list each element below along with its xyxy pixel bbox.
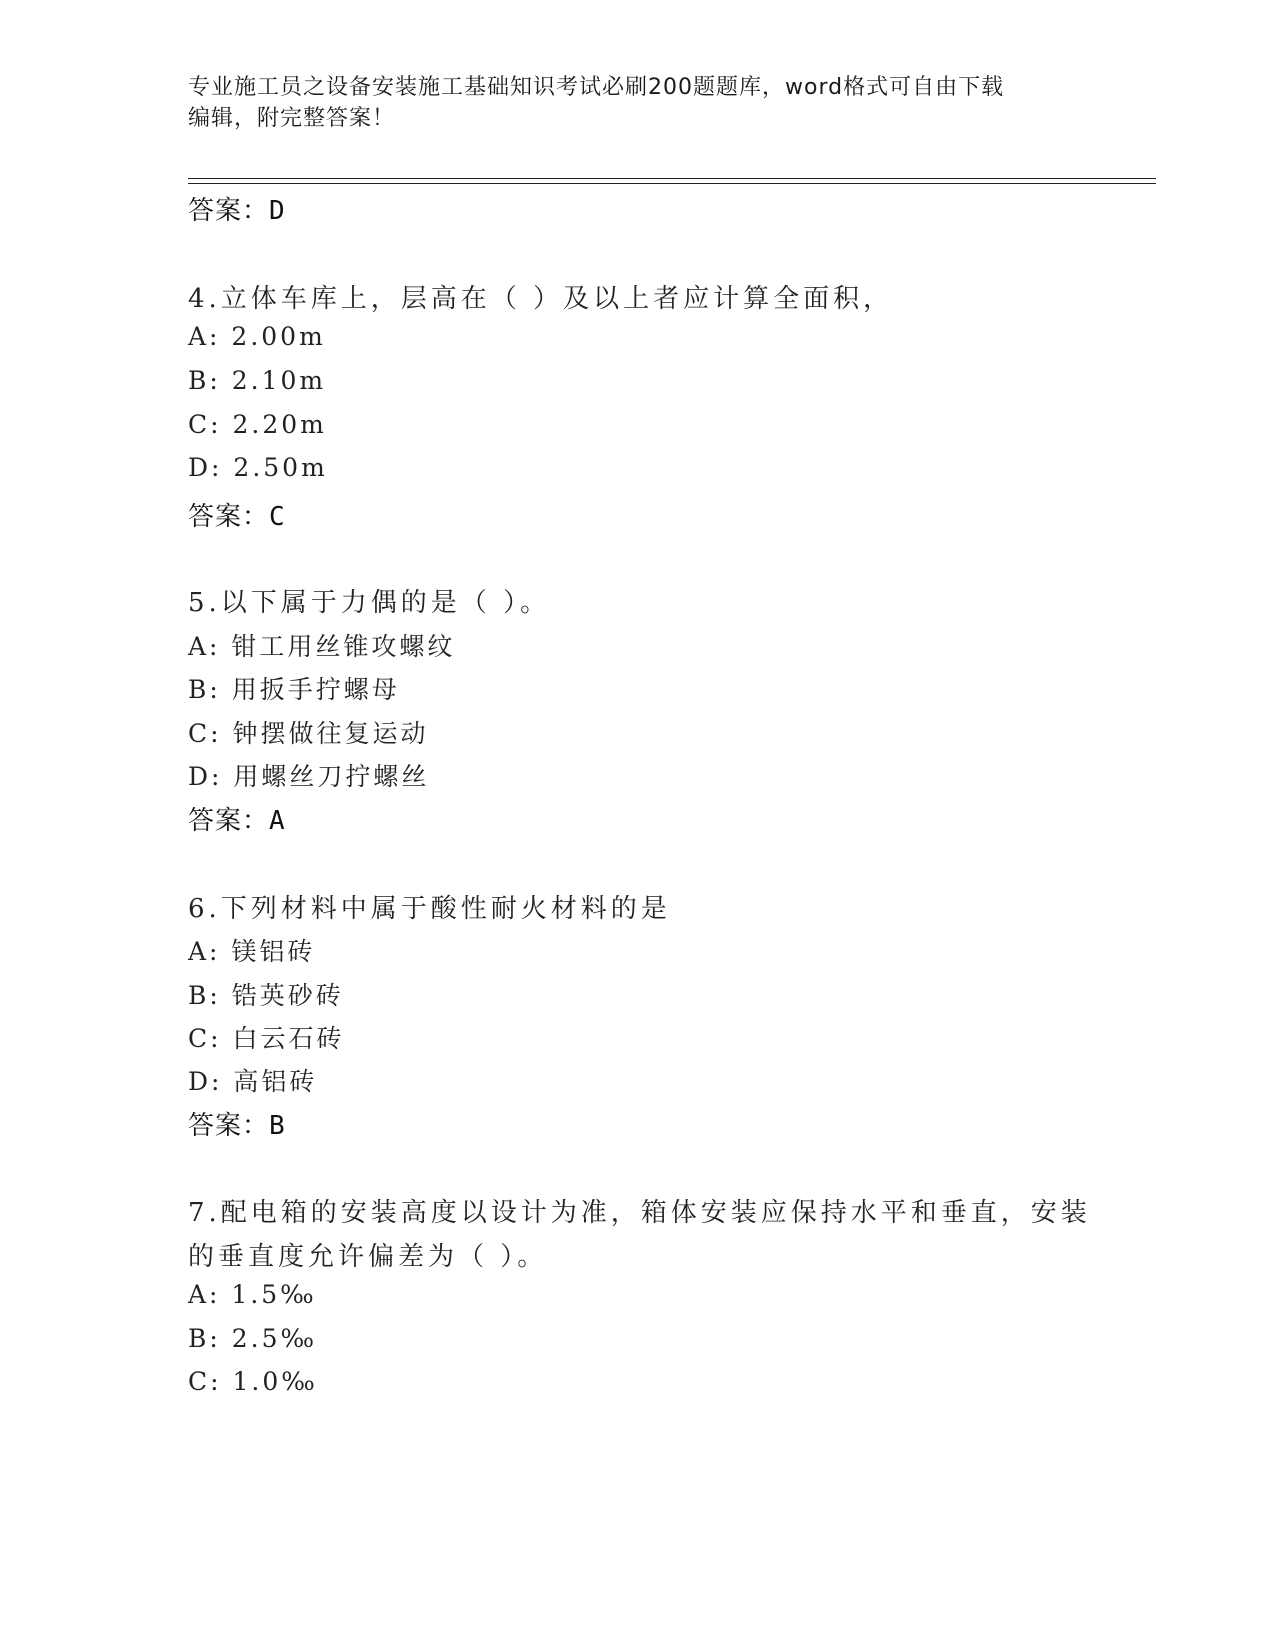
question-5: 5.以下属于力偶的是（ ）。 (188, 588, 551, 618)
answer-4: 答案：C (188, 502, 286, 532)
question-4-option-b: B: 2.10m (188, 366, 327, 395)
header-line-1: 专业施工员之设备安装施工基础知识考试必刷200题题库，word格式可自由下载 (188, 75, 1005, 100)
question-6-option-a: A: 镁铝砖 (188, 937, 316, 966)
question-7-line-1: 7.配电箱的安装高度以设计为准，箱体安装应保持水平和垂直，安装 (188, 1198, 1091, 1228)
question-6: 6.下列材料中属于酸性耐火材料的是 (188, 894, 671, 924)
header-rule-top (188, 178, 1156, 179)
question-6-option-b: B: 锆英砂砖 (188, 981, 344, 1010)
header-rule-bottom (188, 183, 1156, 184)
question-5-option-b: B: 用扳手拧螺母 (188, 675, 400, 704)
question-5-option-d: D: 用螺丝刀拧螺丝 (188, 762, 430, 791)
header-line-2: 编辑，附完整答案！ (188, 106, 396, 131)
question-7-option-c: C: 1.0‰ (188, 1367, 318, 1396)
question-5-option-c: C: 钟摆做往复运动 (188, 719, 429, 748)
question-5-option-a: A: 钳工用丝锥攻螺纹 (188, 632, 456, 661)
question-6-option-c: C: 白云石砖 (188, 1024, 345, 1053)
question-4: 4.立体车库上，层高在（ ）及以上者应计算全面积， (188, 284, 894, 314)
answer-5: 答案：A (188, 806, 286, 836)
question-7-option-a: A: 1.5‰ (188, 1280, 317, 1309)
question-7-option-b: B: 2.5‰ (188, 1324, 318, 1353)
question-4-option-c: C: 2.20m (188, 410, 327, 439)
question-4-option-d: D: 2.50m (188, 453, 328, 482)
document-header (188, 72, 1068, 134)
question-7-line-2: 的垂直度允许偏差为（ ）。 (188, 1242, 548, 1272)
answer-3: 答案：D (188, 196, 286, 226)
question-4-option-a: A: 2.00m (188, 322, 326, 351)
answer-6: 答案：B (188, 1111, 286, 1141)
question-6-option-d: D: 高铝砖 (188, 1067, 318, 1096)
